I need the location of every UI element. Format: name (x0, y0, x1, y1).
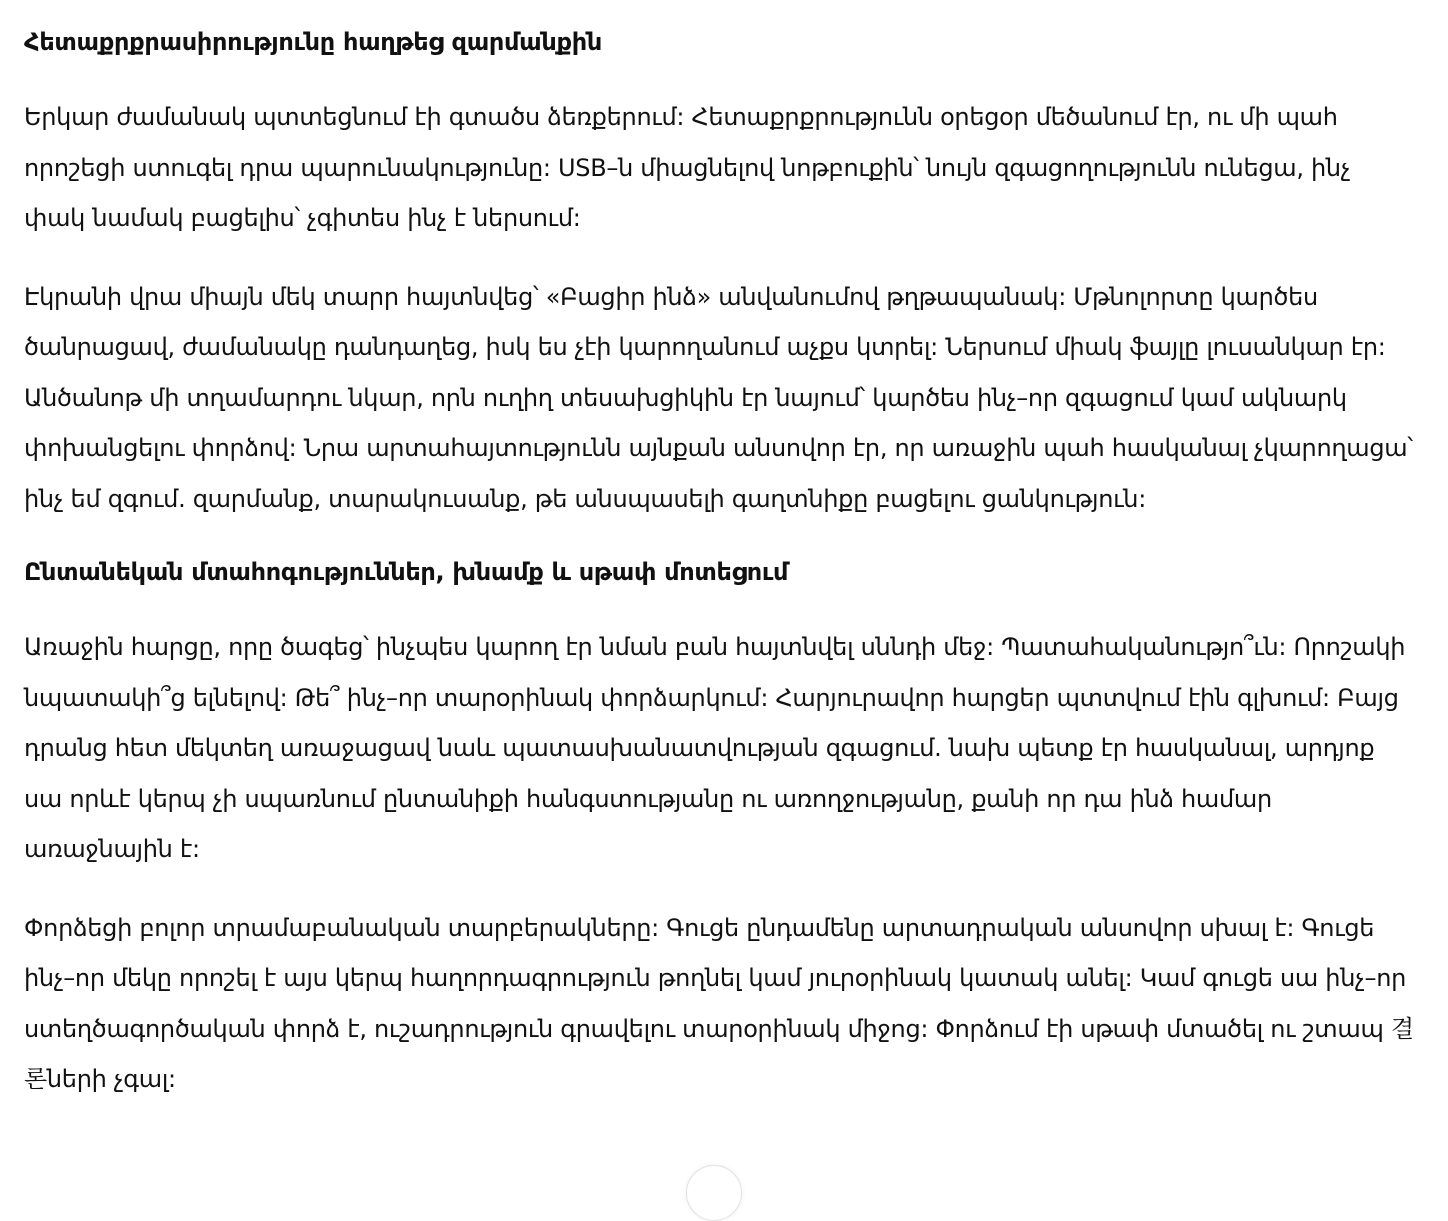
scroll-down-button[interactable] (686, 1165, 742, 1221)
paragraph-logical-options: Փորձեցի բոլոր տրամաբանական տարբերակները: Գուցե ընդամենը արտադրական անսովոր սխալ է: Գուցե ինչ–որ մեկը որոշել է այս կերպ հաղորդագրություն թողնել կամ յուրօրինակ կատակ անել: Կամ գուցե սա ինչ–որ ստեղծագործական փորձ է, ուշադրություն գրավելու տարօրինակ միջոց: Փորձում էի սթափ մտածել ու շտապ 결론ների չգալ: (24, 913, 1414, 1093)
paragraph-folder-photo: Էկրանի վրա միայն մեկ տարր հայտնվեց՝ «Բացիր ինձ» անվանումով թղթապանակ: Մթնոլորտը կարծես ծանրացավ, ժամանակը դանդաղեց, իսկ ես չէի կարողանում աչքս կտրել: Ներսում միակ ֆայլը լուսանկար էր: Անծանոթ մի տղամարդու նկար, որն ուղիղ տեսախցիկին էր նայում՝ կարծես ինչ–որ զգացում կամ ակնարկ փոխանցելու փորձով: Նրա արտահայտությունն այնքան անսովոր էր, որ առաջին պահ հասկանալ չկարողացա՝ ինչ եմ զգում. զարմանք, տարակուսանք, թե անսպասելի գաղտնիքը բացելու ցանկություն: (24, 282, 1413, 513)
section-heading-family-concerns: Ընտանեկան մտահոգություններ, խնամք և սթափ մոտեցում (24, 558, 789, 586)
paragraph-usb-discovery: Երկար ժամանակ պտտեցնում էի գտածս ձեռքերում: Հետաքրքրությունն օրեցօր մեծանում էր, ու մի պահ որոշեցի ստուգել դրա պարունակությունը: USB–ն միացնելով նոթբուքին՝ նույն զգացողությունն ունեցա, ինչ փակ նամակ բացելիս՝ չգիտես ինչ է ներսում: (24, 103, 1351, 232)
article-body (24, 22, 1416, 1133)
section-heading-curiosity: Հետաքրքրասիրությունը հաղթեց զարմանքին (24, 28, 603, 56)
paragraph-first-question: Առաջին հարցը, որը ծագեց՝ ինչպես կարող էր նման բան հայտնվել սննդի մեջ: Պատահականությո՞ւն: Որոշակի նպատակի՞ց ելնելով: Թե՞ ինչ–որ տարօրինակ փորձարկում: Հարյուրավոր հարցեր պտտվում էին գլխում: Բայց դրանց հետ մեկտեղ առաջացավ նաև պատասխանատվության զգացում. նախ պետք էր հասկանալ, արդյոք սա որևէ կերպ չի սպառնում ընտանիքի հանգստությանը ու առողջությանը, քանի որ դա ինձ համար առաջնային է: (24, 633, 1406, 863)
